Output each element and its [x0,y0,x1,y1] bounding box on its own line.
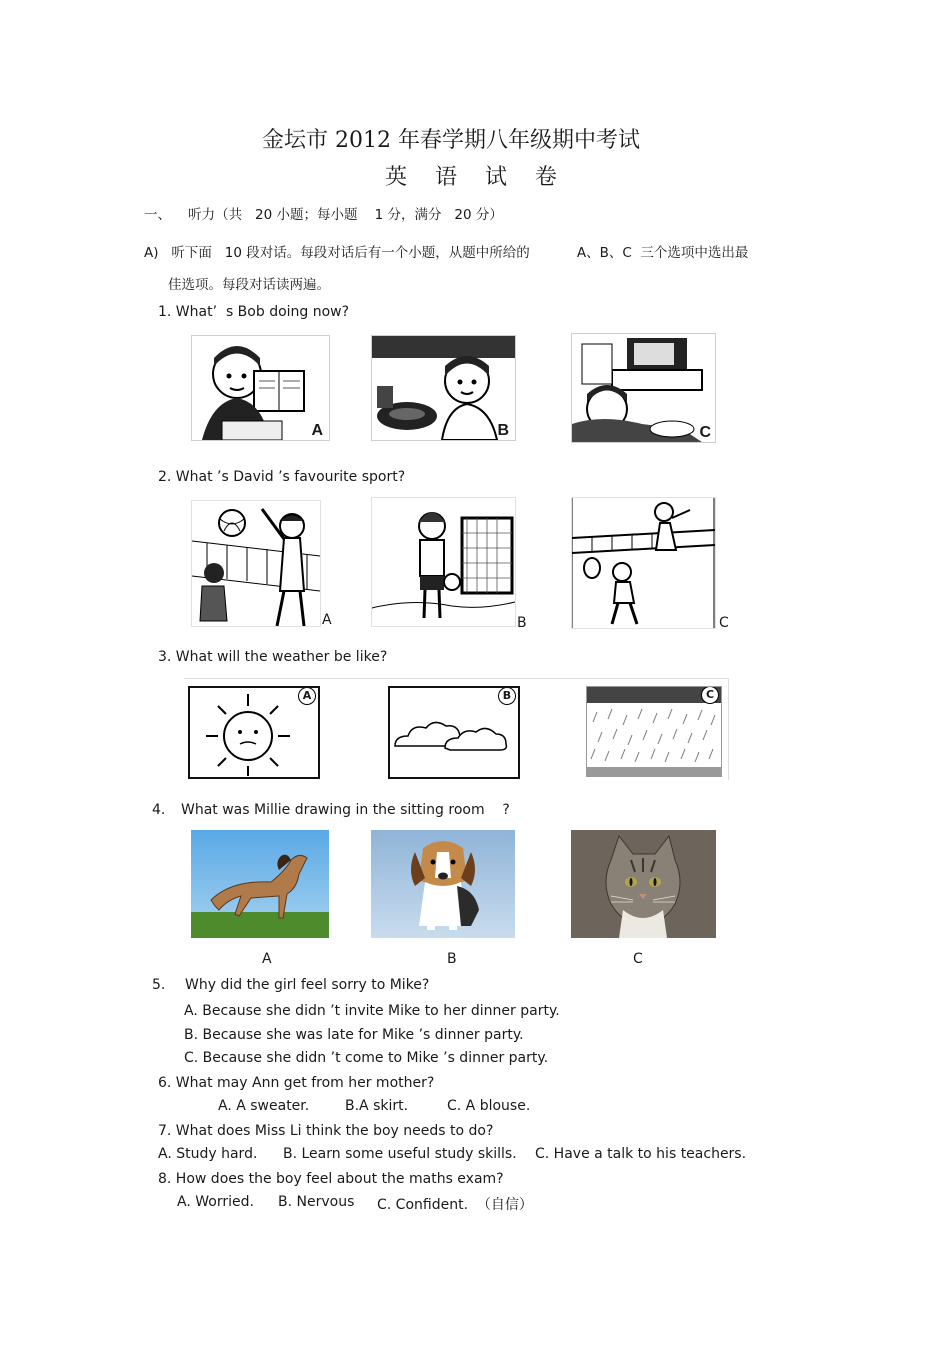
q2-option-a-label: A [322,612,332,628]
part-a-instruction-cont: 佳选项。每段对话读两遍。 [168,277,330,293]
section-heading: 一、 听力（共 20 小题；每小题 1 分，满分 20 分） [144,207,503,223]
exam-subtitle: 英 语 试 卷 [385,165,557,190]
q4-option-c-label: C [633,951,643,967]
q5-number: 5. [152,977,166,993]
q5-text: Why did the girl feel sorry to Mike? [185,977,430,993]
q4-option-b-label: B [447,951,457,967]
q3-option-b-tag: B [498,687,516,705]
football-picture [371,497,516,627]
q7-text: 7. What does Miss Li think the boy needs to do? [158,1123,494,1139]
q1-option-a-tag: A [311,422,323,439]
cooking-boy-picture [371,335,516,441]
q8-option-a: A. Worried. [177,1194,254,1210]
q8-option-c: C. Confident. （自信） [377,1197,533,1213]
part-a-instruction: A) 听下面 10 段对话。每段对话后有一个小题，从题中所给的 A、B、C 三个选项中选出最 [144,245,749,261]
q7-option-b: B. Learn some useful study skills. [283,1146,517,1162]
q3-option-a-tag: A [298,687,316,705]
cat-photo [571,830,716,938]
q6-option-b: B.A skirt. [345,1098,409,1114]
rainy-icon [586,686,722,777]
horse-photo [191,830,329,938]
q1-text: 1. What’ s Bob doing now? [158,304,350,320]
volleyball-picture [191,500,321,627]
reading-boy-picture [191,335,330,441]
cloudy-icon [388,686,520,779]
q4-text: What was Millie drawing in the sitting room ? [181,802,510,818]
tv-boy-picture [571,333,716,443]
dog-photo [371,830,515,938]
q2-option-b-label: B [517,615,527,631]
q1-option-c-tag: C [699,424,711,441]
q6-option-c: C. A blouse. [447,1098,531,1114]
badminton-picture [571,497,716,629]
q4-number: 4. [152,802,166,818]
q2-text: 2. What ’s David ’s favourite sport? [158,469,406,485]
q3-text: 3. What will the weather be like? [158,649,388,665]
q4-option-a-label: A [262,951,272,967]
q6-text: 6. What may Ann get from her mother? [158,1075,435,1091]
q3-option-c-tag: C [701,686,719,704]
q7-option-a: A. Study hard. [158,1146,258,1162]
q8-text: 8. How does the boy feel about the maths exam? [158,1171,504,1187]
q1-option-b-tag: B [497,422,509,439]
q6-option-a: A. A sweater. [218,1098,310,1114]
q2-option-c-label: C [719,615,729,631]
q5-option-b: B. Because she was late for Mike ’s dinner party. [184,1027,524,1043]
q5-option-a: A. Because she didn ’t invite Mike to her dinner party. [184,1003,560,1019]
sunny-icon [188,686,320,779]
exam-title: 金坛市 2012 年春学期八年级期中考试 [262,128,640,153]
q8-option-b: B. Nervous [278,1194,355,1210]
q5-option-c: C. Because she didn ’t come to Mike ’s dinner party. [184,1050,549,1066]
q7-option-c: C. Have a talk to his teachers. [535,1146,747,1162]
